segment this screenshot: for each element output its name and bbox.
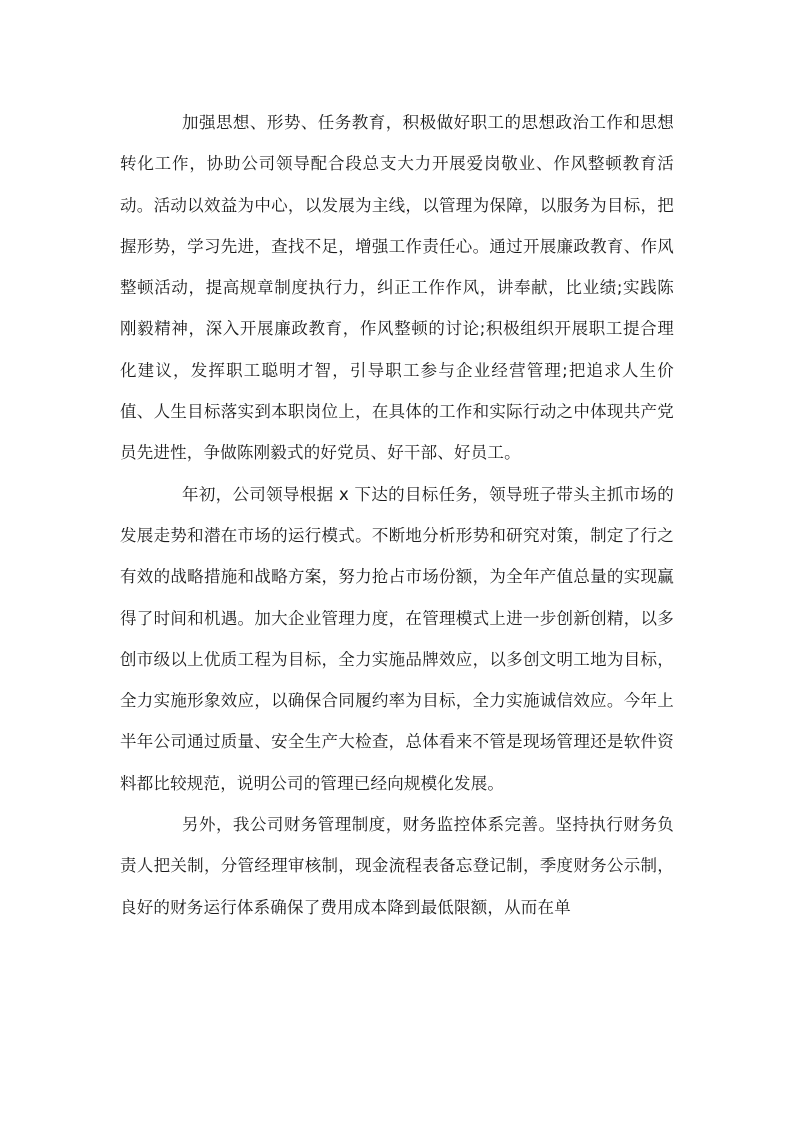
document-body <box>120 102 674 928</box>
paragraph-financial-management: 另外，我公司财务管理制度，财务监控体系完善。坚持执行财务负责人把关制，分管经理审核制，现金流程表备忘登记制，季度财务公示制，良好的财务运行体系确保了费用成本降到最低限额，从而在单 <box>120 815 674 917</box>
paragraph-ideological-work: 加强思想、形势、任务教育，积极做好职工的思想政治工作和思想转化工作，协助公司领导配合段总支大力开展爱岗敬业、作风整顿教育活动。活动以效益为中心，以发展为主线，以管理为保障，以服务为目标，把握形势，学习先进，查找不足，增强工作责任心。通过开展廉政教育、作风整顿活动，提高规章制度执行力，纠正工作作风，讲奉献，比业绩;实践陈刚毅精神，深入开展廉政教育，作风整顿的讨论;积极组织开展职工提合理化建议，发挥职工聪明才智，引导职工参与企业经营管理;把追求人生价值、人生目标落实到本职岗位上，在具体的工作和实际行动之中体现共产党员先进性，争做陈刚毅式的好党员、好干部、好员工。 <box>120 113 674 463</box>
paragraph-market-management: 年初，公司领导根据 x 下达的目标任务，领导班子带头主抓市场的发展走势和潜在市场的运行模式。不断地分析形势和研究对策，制定了行之有效的战略措施和战略方案，努力抢占市场份额，为全年产值总量的实现赢得了时间和机遇。加大企业管理力度，在管理模式上进一步创新创精，以多创市级以上优质工程为目标，全力实施品牌效应，以多创文明工地为目标，全力实施形象效应，以确保合同履约率为目标，全力实施诚信效应。今年上半年公司通过质量、安全生产大检查，总体看来不管是现场管理还是软件资料都比较规范，说明公司的管理已经向规模化发展。 <box>120 484 674 793</box>
